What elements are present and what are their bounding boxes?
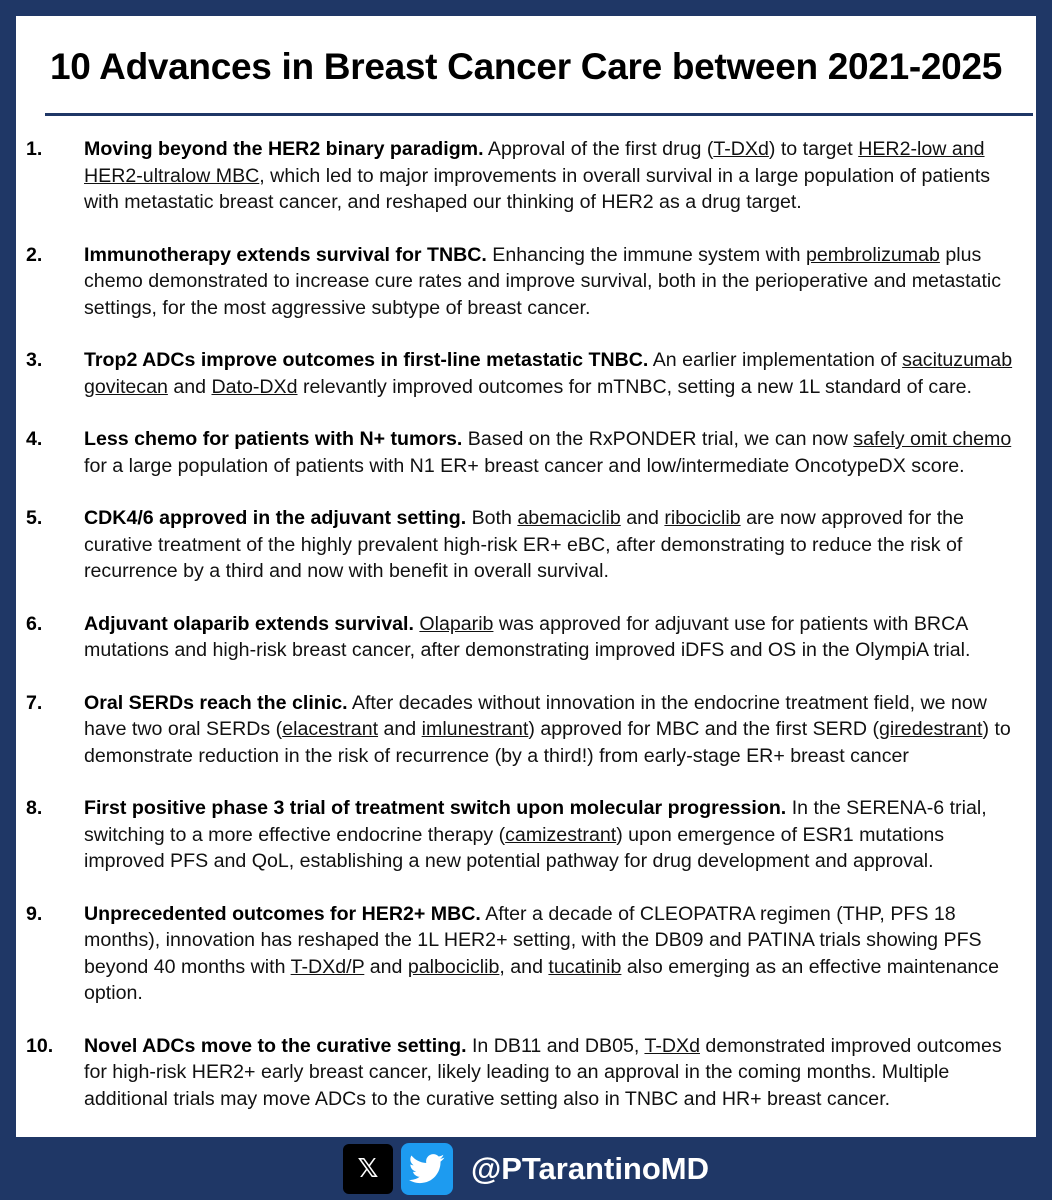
advance-body-text: for a large population of patients with N1 ER+ breast cancer and low/intermediate OncotypeDX score. — [84, 454, 965, 477]
underlined-term: sacituzumab govitecan — [84, 349, 1013, 398]
advance-text — [84, 505, 1026, 585]
advance-body-text: Both — [466, 507, 518, 529]
advance-text — [84, 795, 1026, 875]
advance-body-text: , which led to major improvements in overall survival in a large population of patients with metastatic breast cancer, and reshaped our thinking of HER2 as a drug target. — [84, 164, 991, 213]
advance-heading: Immunotherapy extends survival for TNBC. — [84, 243, 487, 266]
advance-body-text: After decades without innovation in the endocrine treatment field, we now have two oral SERDs ( — [84, 691, 987, 740]
title-divider — [45, 113, 1033, 116]
advance-heading: Moving beyond the HER2 binary paradigm. — [84, 138, 484, 160]
underlined-term: pembrolizumab — [805, 243, 940, 266]
advance-body-text: and — [620, 507, 665, 529]
advance-body-text: Based on the RxPONDER trial, we can now — [462, 428, 854, 450]
underlined-term: HER2-low and HER2-ultralow MBC — [84, 138, 985, 187]
advance-body-text: Enhancing the immune system with — [486, 243, 806, 266]
advance-body-text: An earlier implementation of — [648, 349, 903, 371]
advance-item — [26, 690, 1026, 770]
underlined-term: tucatinib — [548, 955, 622, 978]
content-card — [16, 16, 1036, 1137]
advance-heading: Adjuvant olaparib extends survival. — [84, 612, 414, 635]
underlined-term: ribociclib — [664, 507, 741, 529]
underlined-term: Dato-DXd — [211, 375, 298, 398]
advance-item — [26, 347, 1026, 400]
advance-number: 9. — [26, 902, 43, 925]
advance-text — [84, 347, 1026, 400]
underlined-term: imlunestrant — [421, 718, 529, 740]
advance-body-text: ) approved for MBC and the first SERD ( — [528, 718, 880, 740]
advance-text — [84, 1033, 1026, 1113]
advance-heading: Oral SERDs reach the clinic. — [84, 691, 348, 714]
footer — [0, 1137, 1052, 1200]
advance-text — [84, 426, 1026, 479]
advance-item — [26, 505, 1026, 585]
advance-body-text: After a decade of CLEOPATRA regimen (THP, PFS 18 months), innovation has reshaped the 1L HER2+ setting, with the DB09 and PATINA trials showing PFS beyond 40 months with — [84, 902, 982, 978]
advance-body-text: and — [167, 375, 212, 398]
advance-item — [26, 136, 1026, 216]
advance-body-text: was approved for adjuvant use for patients with BRCA mutations and high-risk breast cancer, after demonstrating improved iDFS and OS in the OlympiA trial. — [84, 612, 971, 661]
twitter-bird-icon[interactable] — [401, 1143, 453, 1195]
advance-item — [26, 1033, 1026, 1113]
underlined-term: giredestrant — [879, 718, 983, 740]
twitter-handle[interactable]: @PTarantinoMD — [470, 1150, 710, 1186]
underlined-term: T-DXd/P — [290, 955, 365, 978]
advance-text — [84, 690, 1026, 770]
advance-number: 2. — [26, 243, 43, 266]
advances-list — [26, 136, 1026, 1138]
advance-item — [26, 611, 1026, 664]
underlined-term: T-DXd — [644, 1034, 700, 1057]
advance-body-text: and — [364, 955, 408, 978]
underlined-term: abemaciclib — [517, 507, 621, 529]
advance-item — [26, 901, 1026, 1007]
advance-item — [26, 426, 1026, 479]
advance-body-text: In the SERENA-6 trial, switching to a more effective endocrine therapy ( — [84, 797, 987, 846]
x-logo-icon[interactable] — [343, 1144, 393, 1194]
advance-body-text: relevantly improved outcomes for mTNBC, setting a new 1L standard of care. — [297, 375, 972, 398]
underlined-term: T-DXd — [713, 138, 769, 160]
advance-text — [84, 901, 1026, 1007]
advance-number: 4. — [26, 428, 43, 450]
advance-heading: Unprecedented outcomes for HER2+ MBC. — [84, 902, 481, 925]
underlined-term: Olaparib — [419, 612, 494, 635]
advance-number: 8. — [26, 797, 43, 819]
advance-body-text: and — [378, 718, 422, 740]
advance-body-text: ) to demonstrate reduction in the risk of recurrence (by a third!) from early-stage ER+ breast cancer — [84, 718, 1011, 767]
advance-heading: CDK4/6 approved in the adjuvant setting. — [84, 507, 467, 529]
advance-item — [26, 795, 1026, 875]
advance-body-text: are now approved for the curative treatment of the highly prevalent high-risk ER+ eBC, after demonstrating to reduce the risk of recurrence by a third and now with benefit in overall survival. — [84, 507, 964, 582]
advance-number: 7. — [26, 691, 43, 714]
advance-heading: Trop2 ADCs improve outcomes in first-line metastatic TNBC. — [84, 349, 649, 371]
advance-item — [26, 242, 1026, 322]
page-title: 10 Advances in Breast Cancer Care between 2021-2025 — [49, 46, 1002, 87]
advance-text — [84, 611, 1026, 664]
advance-body-text: , and — [499, 955, 549, 978]
underlined-term: safely omit chemo — [853, 428, 1012, 450]
x-logo-glyph: 𝕏 — [357, 1153, 379, 1184]
underlined-term: palbociclib — [407, 955, 500, 978]
advance-body-text: In DB11 and DB05, — [466, 1034, 645, 1057]
advance-body-text: also emerging as an effective maintenance option. — [84, 955, 999, 1004]
advance-heading: Less chemo for patients with N+ tumors. — [84, 428, 463, 450]
advance-body-text: Approval of the first drug ( — [483, 138, 714, 160]
advance-heading: First positive phase 3 trial of treatment switch upon molecular progression. — [84, 797, 787, 819]
advance-number: 5. — [26, 507, 43, 529]
advance-heading: Novel ADCs move to the curative setting. — [84, 1034, 467, 1057]
twitter-bird-svg — [409, 1154, 445, 1184]
advance-body-text: plus chemo demonstrated to increase cure rates and improve survival, both in the perioperative and metastatic settings, for the most aggressive subtype of breast cancer. — [84, 243, 1002, 319]
advance-number: 1. — [26, 138, 43, 160]
advance-number: 6. — [26, 612, 43, 635]
advance-body-text: demonstrated improved outcomes for high-risk HER2+ early breast cancer, likely leading to an approval in the coming months. Multiple additional trials may move ADCs to the curative setting also in TNBC and HR+ breast cancer. — [84, 1034, 1002, 1110]
advance-number: 3. — [26, 349, 43, 371]
advance-body-text: ) to target — [768, 138, 859, 160]
advance-text — [84, 136, 1026, 216]
advance-body-text: ) upon emergence of ESR1 mutations improved PFS and QoL, establishing a new potential pathway for drug development and approval. — [84, 823, 945, 872]
advance-text — [84, 242, 1026, 322]
underlined-term: elacestrant — [282, 718, 379, 740]
advance-number: 10. — [26, 1034, 54, 1057]
underlined-term: camizestrant — [505, 823, 617, 846]
